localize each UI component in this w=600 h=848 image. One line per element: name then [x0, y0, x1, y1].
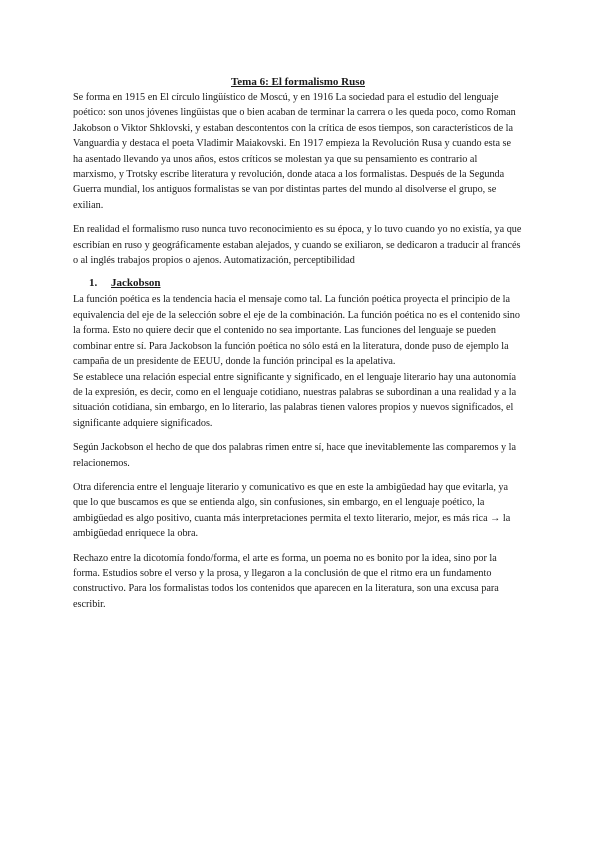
- intro-paragraph-1: Se forma en 1915 en El círculo lingüístico de Moscú, y en 1916 La sociedad para el estudio del lenguaje poético: son unos jóvenes lingüistas que o bien acaban de terminar la carrera o les queda poco, como Roman Jakobson o Viktor Shklovski, y estaban descontentos con la crítica de esos tiempos, son característicos de la Vanguardia y destaca el poeta Vladimir Maiakovski. En 1917 empieza la Revolución Rusa y cuando esta se ha asentado llevando ya unos años, estos críticos se molestan ya que su pensamiento es contrario al marxismo, y Trotsky escribe literatura y revolución, donde ataca a los formalistas. Después de la Segunda Guerra mundial, los antiguos formalistas se van por distintas partes del mundo al disolverse el grupo, se exilian.: [73, 92, 516, 211]
- section-paragraph-5: Rechazo entre la dicotomía fondo/forma, el arte es forma, un poema no es bonito por la idea, sino por la forma. Estudios sobre el verso y la prosa, y llegaron a la conclusión de que el ritmo era un fundamento constructivo. Para los formalistas todos los contenidos que aparecen en la literatura, son una excusa para escribir.: [73, 552, 499, 610]
- section-number: 1.: [89, 277, 98, 290]
- section-label: Jackobson: [111, 277, 161, 290]
- intro-paragraph-2: En realidad el formalismo ruso nunca tuvo reconocimiento es su época, y lo tuvo cuando yo no existía, ya que escribían en ruso y geográficamente estaban alejados, y cuando se exiliaron, se dedicaron a traducir al francés o al inglés trabajos propios o ajenos. Automatización, perceptibilidad: [73, 224, 522, 267]
- document-title: Tema 6: El formalismo Ruso: [230, 76, 366, 88]
- section-paragraph-2: Se establece una relación especial entre significante y significado, en el lenguaje literario hay una autonomía de la expresión, es decir, como en el lenguaje cotidiano, nuestras palabras se subordinan a una realidad y a la situación cotidiana, sin embargo, en lo literario, las palabras tienen valores propios y nuevos significados, el significante adquiere significados.: [73, 371, 517, 429]
- section-paragraph-3: Según Jackobson el hecho de que dos palabras rimen entre sí, hace que inevitablemente las comparemos y la relacionemos.: [73, 442, 517, 469]
- document-body: [73, 75, 523, 612]
- section-paragraph-1: La función poética es la tendencia hacia el mensaje como tal. La función poética proyecta el principio de la equivalencia del eje de la selección sobre el eje de la combinación. La función poética no es el contenido sino la forma. Esto no quiere decir que el contenido no sea importante. Las funciones del lenguaje se pueden combinar entre sí. Para Jackobson la función poética no sólo está en la literatura, donde puso de ejemplo la campaña de un presidente de EEUU, donde la función principal es la apelativa.: [73, 294, 520, 368]
- section-paragraph-4: Otra diferencia entre el lenguaje literario y comunicativo es que en este la ambigüedad hay que evitarla, ya que lo que buscamos es que se entienda algo, sin confusiones, sin embargo, en el lenguaje poético, la ambigüedad es algo positivo, cuanta más interpretaciones permita el texto literario, mejor, es más rica → la ambigüedad enriquece la obra.: [73, 481, 511, 540]
- section-heading: [73, 276, 523, 291]
